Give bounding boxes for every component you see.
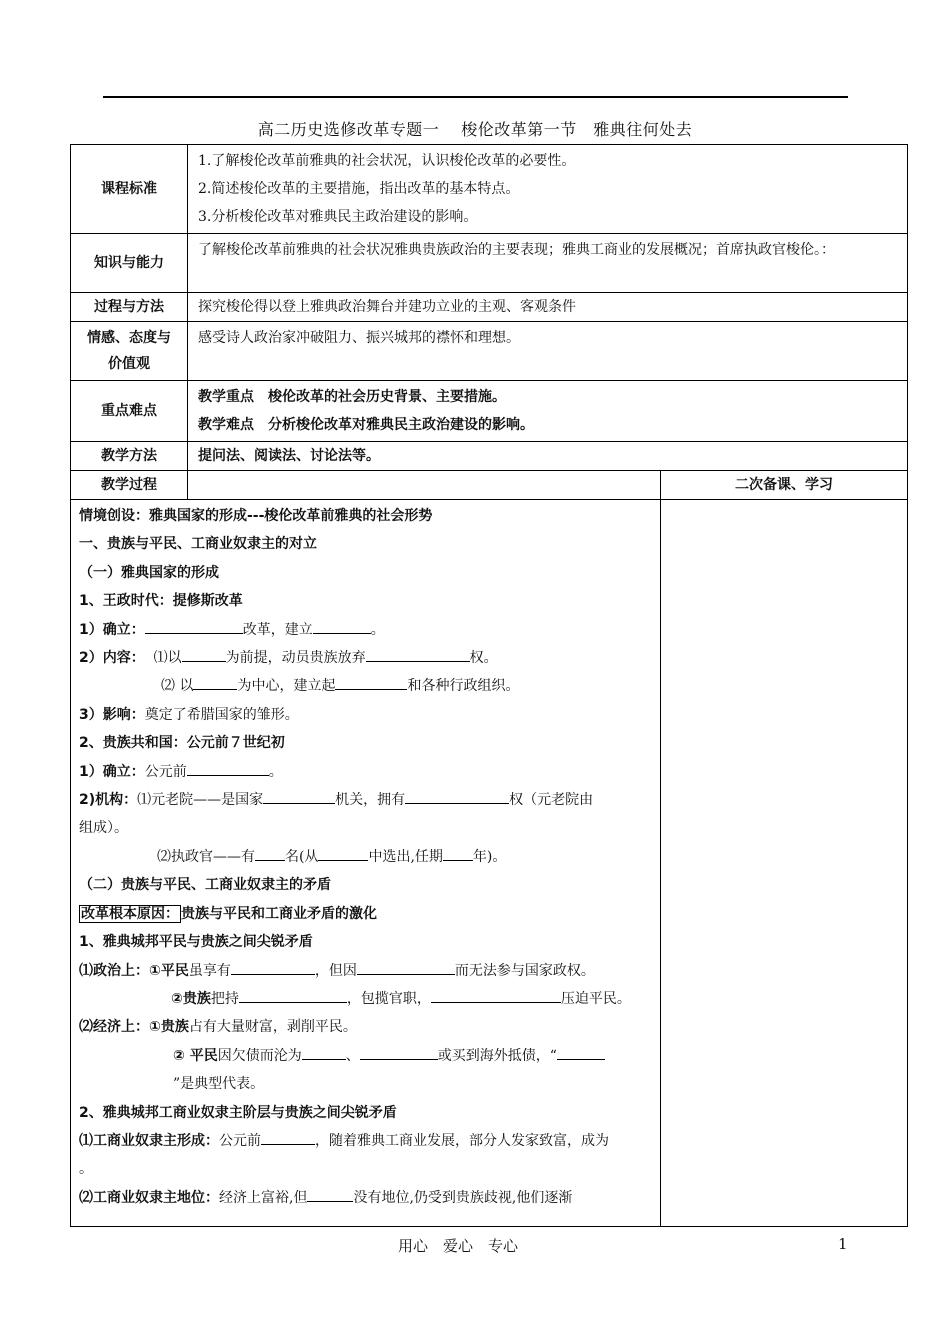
row-teaching-method [71,442,908,471]
fill-blank[interactable] [307,1185,353,1202]
teaching-process-content [71,500,661,1227]
fill-blank[interactable] [182,645,226,662]
label-teaching-method: 教学方法 [71,442,188,471]
process-line: 2、贵族共和国：公元前７世纪初 [79,735,285,752]
fill-blank[interactable] [145,617,243,634]
row-emotion [71,322,908,381]
fill-blank[interactable] [261,1128,315,1145]
process-line: （一）雅典国家的形成 [79,564,219,581]
process-line: 2）内容： ⑴以 为前提，动员贵族放弃 权。 [79,644,654,672]
row-keypoints [71,381,908,442]
process-line: ⑵经济上：①贵族占有大量财富，剥削平民。 [79,1019,357,1036]
label-teaching-process: 教学过程 [71,471,188,500]
fill-blank[interactable] [360,1043,438,1060]
fill-blank[interactable] [239,986,347,1003]
label-course-standard: 课程标准 [71,145,188,234]
fill-blank[interactable] [313,617,371,634]
process-line: 1、雅典城邦平民与贵族之间尖锐矛盾 [79,934,313,951]
footer-motto: 用心 爱心 专心 [398,1237,519,1255]
standard-line-3: 3.分析梭伦改革对雅典民主政治建设的影响。 [198,209,478,225]
keypoints-content [188,381,908,442]
process-line: 2)机构：⑴元老院——是国家 机关，拥有 权（元老院由 [79,786,654,814]
process-line: 2、雅典城邦工商业奴隶主阶层与贵族之间尖锐矛盾 [79,1104,397,1121]
process-line: ⑴工商业奴隶主形成：公元前 ，随着雅典工商业发展，部分人发家致富，成为 [79,1127,654,1155]
row-process-header [71,471,908,500]
fill-blank[interactable] [366,645,470,662]
process-line: 。 [79,1161,93,1178]
second-preparation-notes[interactable] [661,500,908,1227]
teaching-method-content: 提问法、阅读法、讨论法等。 [188,442,908,471]
lesson-plan-table [70,144,908,1227]
keypoint-difficulty: 教学难点 分析梭伦改革对雅典民主政治建设的影响。 [198,417,534,433]
process-line: ②贵族把持 ，包揽官职， 压迫平民。 [79,985,654,1013]
process-header-blank [188,471,661,500]
fill-blank[interactable] [263,787,335,804]
process-line: 1）确立：公元前 。 [79,758,654,786]
process-line: ⑵ 以 为中心，建立起 和各种行政组织。 [79,672,654,700]
label-keypoints: 重点难点 [71,381,188,442]
fill-blank[interactable] [557,1043,605,1060]
fill-blank[interactable] [302,1043,346,1060]
process-line: （二）贵族与平民、工商业奴隶主的矛盾 [79,877,331,894]
course-standard-content [188,145,908,234]
process-line: 1、王政时代：提修斯改革 [79,593,243,610]
process-line: 情境创设：雅典国家的形成---梭伦改革前雅典的社会形势 [79,508,433,524]
label-second-preparation: 二次备课、学习 [661,471,908,500]
process-line: 3）影响：奠定了希腊国家的雏形。 [79,706,299,723]
label-process-method: 过程与方法 [71,293,188,322]
label-knowledge: 知识与能力 [71,234,188,293]
page-number: 1 [838,1235,848,1253]
fill-blank[interactable] [193,673,237,690]
process-method-content: 探究梭伦得以登上雅典政治舞台并建功立业的主观、客观条件 [188,293,908,322]
process-line: 组成）。 [79,820,128,837]
process-line: ⑵执政官——有 名(从 中选出,任期 年)。 [79,843,654,871]
fill-blank[interactable] [318,844,368,861]
header-rule [103,96,848,98]
process-line: ”是典型代表。 [173,1076,265,1093]
fill-blank[interactable] [405,787,509,804]
standard-line-2: 2.简述梭伦改革的主要措施，指出改革的基本特点。 [198,181,520,197]
standard-line-1: 1.了解梭伦改革前雅典的社会状况，认识梭伦改革的必要性。 [198,153,576,169]
page-title: 高二历史选修改革专题一 梭伦改革第一节 雅典往何处去 [257,120,693,139]
fill-blank[interactable] [357,958,455,975]
fill-blank[interactable] [335,673,407,690]
row-course-standard [71,145,908,234]
fill-blank[interactable] [231,958,315,975]
keypoint-focus: 教学重点 梭伦改革的社会历史背景、主要措施。 [198,389,506,405]
label-emotion-line1: 情感、态度与 [87,330,171,346]
process-line: ⑴政治上：①平民虽享有 ，但因 而无法参与国家政权。 [79,957,654,985]
label-emotion-line2: 价值观 [108,356,150,372]
fill-blank[interactable] [255,844,285,861]
fill-blank[interactable] [443,844,473,861]
fill-blank[interactable] [187,759,269,776]
row-method [71,293,908,322]
process-line: 一、贵族与平民、工商业奴隶主的对立 [79,536,317,553]
row-process-body [71,500,908,1227]
label-emotion [71,322,188,381]
emotion-content: 感受诗人政治家冲破阻力、振兴城邦的襟怀和理想。 [188,322,908,381]
process-line: 改革根本原因： 贵族与平民和工商业矛盾的激化 [81,905,377,922]
process-line: ② 平民因欠债而沦为 、 或买到海外抵债，“ [79,1042,654,1070]
fill-blank[interactable] [431,986,561,1003]
process-line: ⑵工商业奴隶主地位：经济上富裕,但 没有地位,仍受到贵族歧视,他们逐渐 [79,1184,654,1212]
row-knowledge [71,234,908,293]
knowledge-content: 了解梭伦改革前雅典的社会状况雅典贵族政治的主要表现；雅典工商业的发展概况；首席执政官梭伦。： [188,234,908,293]
boxed-label: 改革根本原因： [81,905,179,922]
process-line: 1）确立： 改革，建立 。 [79,616,654,644]
